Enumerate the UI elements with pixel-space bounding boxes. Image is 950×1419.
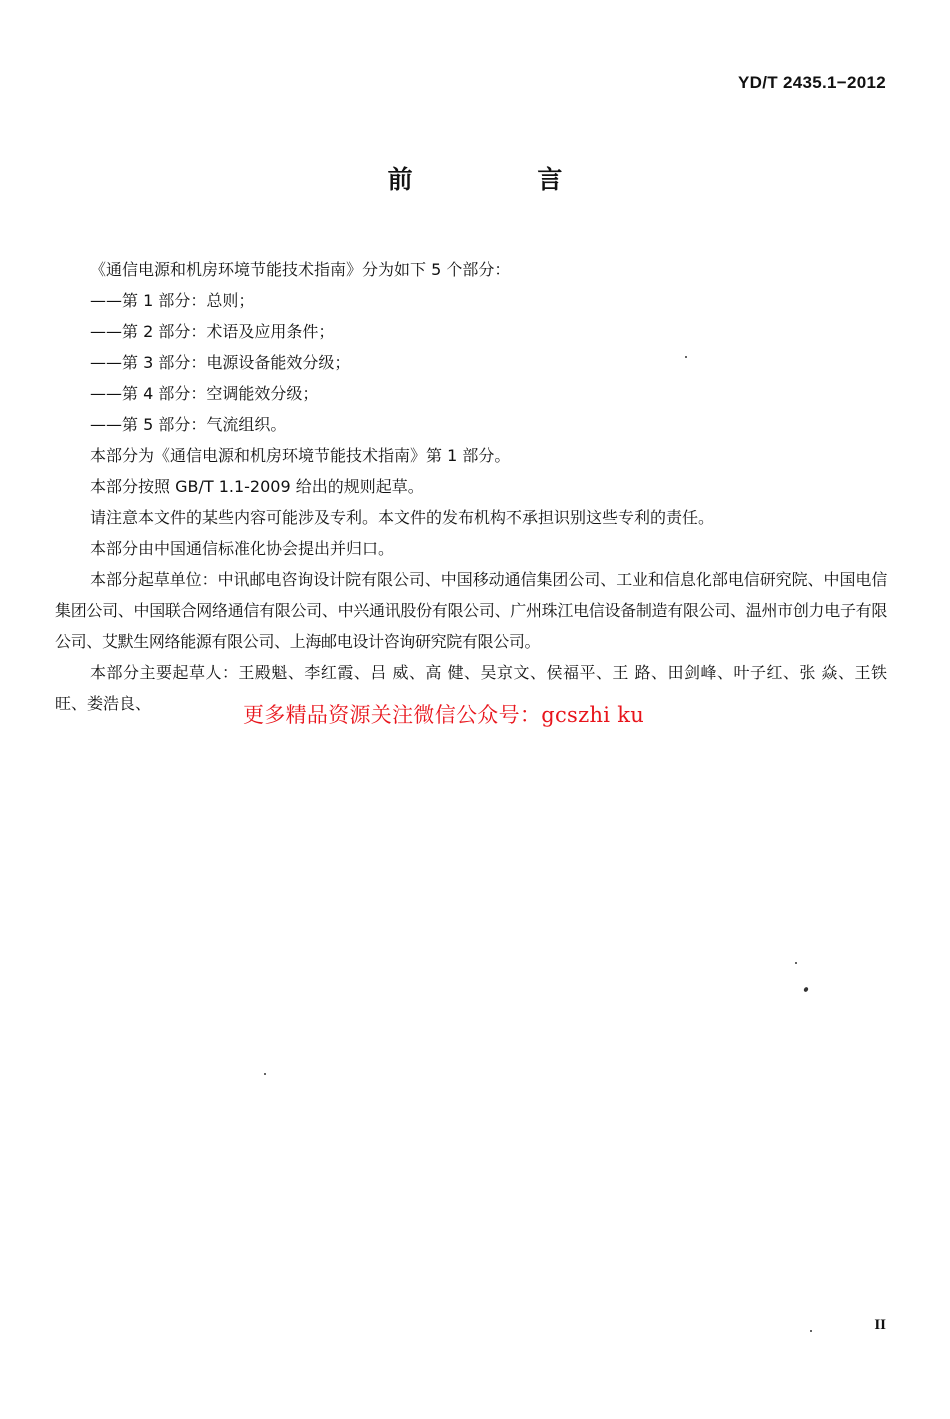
list-item-part-4: ——第 4 部分：空调能效分级； — [90, 384, 319, 403]
watermark-text: 更多精品资源关注微信公众号：gcszhi ku — [243, 703, 645, 727]
page-number: II — [874, 1317, 886, 1333]
scan-speck — [810, 1330, 812, 1332]
paragraph-drafting-units: 本部分起草单位：中讯邮电咨询设计院有限公司、中国移动通信集团公司、工业和信息化部电信研究院、中国电信集团公司、中国联合网络通信有限公司、中兴通讯股份有限公司、广州珠江电信设备制造有限公司、温州市创力电子有限公司、艾默生网络能源有限公司、上海邮电设计咨询研究院有限公司。 — [55, 570, 887, 651]
list-item-part-1: ——第 1 部分：总则； — [90, 291, 255, 310]
scan-speck — [264, 1073, 266, 1075]
paragraph-patent-notice: 请注意本文件的某些内容可能涉及专利。本文件的发布机构不承担识别这些专利的责任。 — [90, 508, 715, 527]
scan-speck — [685, 356, 687, 358]
paragraph-proposer: 本部分由中国通信标准化协会提出并归口。 — [90, 539, 395, 558]
paragraph-this-part: 本部分为《通信电源和机房环境节能技术指南》第 1 部分。 — [90, 446, 511, 465]
page-title: 前 言 — [387, 165, 621, 194]
foreword-body — [55, 254, 887, 719]
scan-speck — [795, 962, 797, 964]
paragraph-main-drafters: 本部分主要起草人：王殿魁、李红霞、吕 威、高 健、吴京文、侯福平、王 路、田剑峰、叶子红、张 焱、王铁旺、娄浩良、 — [55, 663, 887, 713]
list-item-part-5: ——第 5 部分：气流组织。 — [90, 415, 287, 434]
standard-number: YD/T 2435.1−2012 — [738, 73, 886, 92]
list-item-part-2: ——第 2 部分：术语及应用条件； — [90, 322, 335, 341]
paragraph-parts-intro: 《通信电源和机房环境节能技术指南》分为如下 5 个部分： — [90, 260, 511, 279]
paragraph-drafting-rules: 本部分按照 GB/T 1.1-2009 给出的规则起草。 — [90, 477, 424, 496]
list-item-part-3: ——第 3 部分：电源设备能效分级； — [90, 353, 351, 372]
scan-speck — [803, 986, 809, 992]
